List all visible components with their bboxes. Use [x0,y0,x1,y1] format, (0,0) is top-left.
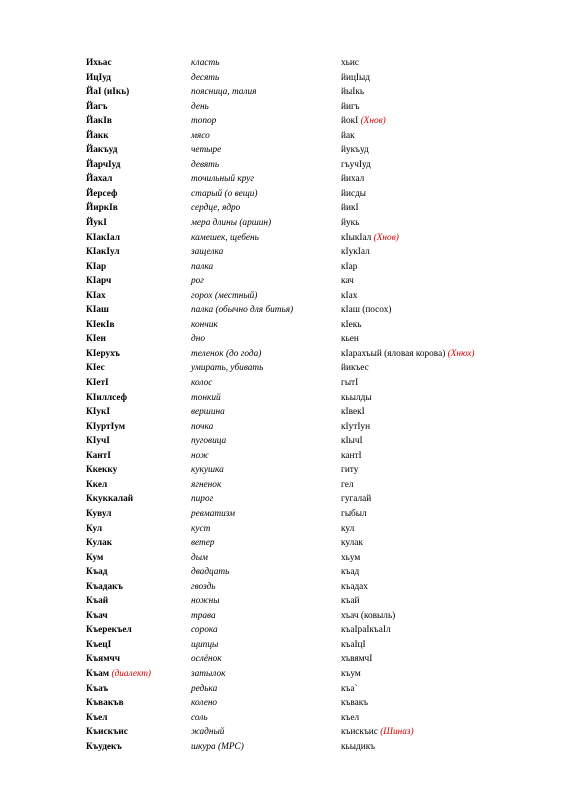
word-cell [86,492,133,507]
meaning-cell: дно [191,334,205,345]
word-text: Йагъ [86,101,108,112]
word-row [0,652,566,667]
word-row [0,580,566,595]
variant-note: (Хнюх) [447,348,475,359]
word-cell [86,231,120,246]
variant-text: кул [341,523,355,534]
variant-cell [341,507,367,522]
word-text: Къямчч [86,654,121,665]
variant-text: хьис [341,58,359,68]
variant-note: (Хнов) [373,232,399,243]
word-text: Ккуккалай [86,494,134,505]
variant-text: кIвекI [341,407,365,418]
variant-cell [341,318,362,333]
word-cell [86,129,109,144]
variant-text: кIах [341,290,358,301]
variant-text: кIаш [341,305,360,316]
word-text: КъецI [86,639,112,650]
word-note: (диалект) [111,668,152,679]
word-text: Йакк [86,130,109,141]
variant-text: гиту [341,465,359,476]
word-cell [86,623,132,638]
variant-cell [341,56,359,71]
word-text: КIакIул [86,247,120,258]
variant-cell [341,682,358,697]
word-text: Йахал [86,174,113,185]
variant-text: кач [341,276,354,287]
word-row [0,71,566,86]
variant-cell [341,143,369,158]
word-text: КIиллсеф [86,392,128,403]
word-row [0,100,566,115]
word-cell [86,318,114,333]
variant-text: кIычI [341,436,363,447]
word-row [0,391,566,406]
word-text: Кувул [86,508,112,519]
meaning-cell: нож [191,450,209,461]
meaning-cell: палка [191,261,214,272]
word-row [0,376,566,391]
variant-text: къискъис [341,727,378,738]
variant-text: йикI [341,203,359,214]
word-row [0,274,566,289]
word-text: КIен [86,334,106,345]
variant-text: кIекь [341,319,362,330]
variant-cell [341,303,391,318]
meaning-cell: ветер [191,538,215,549]
word-row [0,129,566,144]
variant-cell [341,652,372,667]
word-row [0,492,566,507]
word-text: КIекIв [86,319,115,330]
word-row [0,56,566,71]
variant-note: (Хнов) [360,116,386,127]
word-text: КIаш [86,305,109,316]
word-text: КIес [86,363,105,374]
word-cell [86,216,107,231]
meaning-cell: жадный [191,727,225,738]
word-row [0,711,566,726]
meaning-cell: старый (о вещи) [191,188,258,199]
word-row [0,434,566,449]
variant-cell [341,565,359,580]
word-row [0,231,566,246]
word-cell [86,332,106,347]
word-row [0,507,566,522]
variant-cell [341,711,359,726]
word-cell [86,652,120,667]
meaning-cell: сорока [191,625,218,636]
variant-text: йисды [341,188,367,199]
variant-text: къел [341,712,360,723]
word-text: Къудекъ [86,741,122,752]
variant-text: кьылды [341,392,372,403]
word-row [0,449,566,464]
word-row [0,187,566,202]
word-cell [86,303,109,318]
meaning-cell: четыре [191,145,222,156]
meaning-cell: сердце, ядро [191,203,241,214]
word-cell [86,187,117,202]
word-cell [86,114,112,129]
variant-note: (ковыль) [360,610,396,621]
meaning-cell: куст [191,523,211,534]
word-text: Йакъуд [86,145,118,156]
variant-cell [341,478,353,493]
word-row [0,740,566,755]
variant-text: гел [341,479,354,490]
variant-note: (посох) [362,305,392,316]
word-cell [86,449,111,464]
word-row [0,609,566,624]
word-row [0,565,566,580]
word-row [0,201,566,216]
word-text: Къаъ [86,683,109,694]
variant-text: къай [341,596,360,607]
variant-cell [341,216,359,231]
meaning-cell: вершина [191,407,225,418]
word-row [0,551,566,566]
variant-cell [341,391,372,406]
word-cell [86,725,128,740]
word-cell [86,696,124,711]
word-text: Кум [86,552,104,563]
word-cell [86,580,123,595]
word-text: Къай [86,596,109,607]
word-cell [86,405,110,420]
word-text: КIучI [86,436,110,447]
word-row [0,303,566,318]
word-row [0,332,566,347]
word-cell [86,478,107,493]
word-text: Къерекъел [86,625,132,636]
variant-text: хъвямчI [341,654,373,665]
meaning-cell: колос [191,378,213,389]
variant-text: кьен [341,334,359,345]
variant-cell [341,405,365,420]
word-cell [86,391,127,406]
variant-cell [341,274,354,289]
variant-text: кIыкIал [341,232,372,243]
word-cell [86,420,125,435]
meaning-cell: мясо [191,130,210,141]
meaning-cell: рог [191,276,204,287]
meaning-cell: ревматизм [191,508,236,519]
word-text: КантI [86,450,111,461]
variant-text: кулак [341,538,363,549]
word-row [0,245,566,260]
variant-cell [341,289,357,304]
word-row [0,216,566,231]
word-text: Ккекку [86,465,118,476]
word-row [0,347,566,362]
variant-text: кIутIун [341,421,371,432]
word-text: КIукI [86,407,110,418]
word-cell [86,740,122,755]
word-cell [86,289,106,304]
word-row [0,696,566,711]
variant-cell [341,85,364,100]
word-cell [86,347,120,362]
word-row [0,318,566,333]
word-cell [86,609,108,624]
variant-text: кантI [341,450,362,461]
meaning-cell: почка [191,421,214,432]
variant-text: йихал [341,174,365,185]
meaning-cell: соль [191,712,208,723]
word-text: КIетI [86,378,109,389]
meaning-cell: горох (местный) [191,290,258,301]
meaning-cell: девять [191,159,220,170]
meaning-cell: редька [191,683,218,694]
variant-cell [341,522,354,537]
variant-cell [341,114,386,129]
word-list [0,56,566,754]
variant-cell [341,172,364,187]
word-cell [86,56,112,71]
variant-text: къа` [341,683,358,694]
word-text: Къел [86,712,108,723]
word-row [0,667,566,682]
meaning-cell: колено [191,698,218,709]
word-text: КIар [86,261,107,272]
variant-text: къад [341,567,360,578]
word-cell [86,274,111,289]
word-text: Къам [86,668,110,679]
word-cell [86,71,111,86]
variant-cell [341,158,371,173]
word-row [0,420,566,435]
word-row [0,361,566,376]
variant-text: йукь [341,218,360,229]
variant-cell [341,201,359,216]
meaning-cell: щипцы [191,639,219,650]
meaning-cell: гвоздь [191,581,216,592]
variant-cell [341,740,375,755]
word-text: Къадакъ [86,581,123,592]
variant-cell [341,187,366,202]
word-cell [86,245,120,260]
word-cell [86,361,105,376]
variant-cell [341,231,399,246]
meaning-cell: двадцать [191,567,230,578]
word-cell [86,158,120,173]
word-cell [86,682,108,697]
variant-cell [341,100,360,115]
word-row [0,85,566,100]
variant-cell [341,551,360,566]
word-row [0,172,566,187]
variant-cell [341,609,395,624]
word-row [0,536,566,551]
variant-text: йукъуд [341,145,369,156]
variant-text: гыбыл [341,508,367,519]
meaning-cell: палка (обычно для битья) [191,305,294,316]
variant-text: къаIцI [341,639,366,650]
word-row [0,463,566,478]
meaning-cell: умирать, убивать [191,363,264,374]
meaning-cell: день [191,101,209,112]
meaning-cell: шкура (МРС) [191,741,244,752]
variant-cell [341,376,358,391]
meaning-cell: кончик [191,319,218,330]
variant-text: кьыдикъ [341,741,376,752]
word-row [0,143,566,158]
word-row [0,405,566,420]
word-row [0,522,566,537]
variant-cell [341,71,370,86]
meaning-cell: точильный круг [191,174,254,185]
word-text: ЙарчIуд [86,159,121,170]
word-cell [86,100,108,115]
word-row [0,638,566,653]
word-cell [86,172,112,187]
meaning-cell: пуговица [191,436,227,447]
word-row [0,623,566,638]
word-cell [86,711,108,726]
word-cell [86,551,103,566]
word-text: ЙукI [86,218,107,229]
word-text: КIуртIум [86,421,126,432]
variant-text: йицIыд [341,72,370,83]
variant-text: кIукIал [341,247,370,258]
word-row [0,725,566,740]
variant-text: къум [341,668,361,679]
meaning-cell: защелка [191,247,224,258]
meaning-cell: ножны [191,596,220,607]
variant-text: хъач [341,610,359,621]
variant-cell [341,347,474,362]
word-cell [86,507,112,522]
variant-text: кIарахъый (яловая корова) [341,348,446,359]
word-text: КIерухъ [86,348,120,359]
variant-text: гытI [341,378,359,389]
word-text: Ихьас [86,58,112,68]
meaning-cell: затылок [191,668,226,679]
variant-cell [341,332,359,347]
variant-cell [341,361,369,376]
word-text: ЙaI (иIкь) [86,87,130,98]
variant-text: къвакъ [341,698,369,709]
meaning-cell: ягненок [191,479,222,490]
meaning-cell: поясница, талия [191,87,257,98]
meaning-cell: теленок (до года) [191,348,262,359]
word-text: ЙакIв [86,116,112,127]
variant-text: хьум [341,552,361,563]
word-text: Къискъис [86,727,128,738]
variant-text: къаIраIкъаIл [341,625,391,636]
word-row [0,114,566,129]
variant-cell [341,245,370,260]
word-cell [86,463,117,478]
word-cell [86,667,151,682]
word-cell [86,594,108,609]
word-text: Ккел [86,479,108,490]
word-text: Къвакъв [86,698,124,709]
meaning-cell: трава [191,610,216,621]
word-cell [86,85,129,100]
variant-cell [341,434,363,449]
variant-text: гугалай [341,494,372,505]
variant-text: йикъес [341,363,369,374]
variant-text: йигъ [341,101,360,112]
word-cell [86,522,102,537]
variant-cell [341,536,363,551]
variant-cell [341,580,368,595]
word-cell [86,638,111,653]
word-row [0,289,566,304]
word-cell [86,376,109,391]
meaning-cell: пирог [191,494,214,505]
variant-cell [341,638,366,653]
meaning-cell: дым [191,552,208,563]
word-text: Къач [86,610,108,621]
meaning-cell: ослёнок [191,654,222,665]
meaning-cell: мера длины (аршин) [191,218,272,229]
variant-text: къадах [341,581,368,592]
variant-text: йыIкь [341,87,365,98]
word-text: Къад [86,567,108,578]
variant-cell [341,623,391,638]
variant-cell [341,420,370,435]
word-text: ИцIуд [86,72,111,83]
word-text: КIарч [86,276,112,287]
word-text: ЙиркIв [86,203,118,214]
variant-text: гъучIуд [341,159,371,170]
word-row [0,682,566,697]
word-row [0,260,566,275]
word-cell [86,565,108,580]
word-text: Кулак [86,538,113,549]
variant-cell [341,696,368,711]
variant-cell [341,594,359,609]
word-text: Кул [86,523,103,534]
variant-text: йак [341,130,355,141]
variant-cell [341,725,414,740]
variant-cell [341,260,357,275]
word-row [0,478,566,493]
meaning-cell: кукушка [191,465,224,476]
word-row [0,594,566,609]
meaning-cell: класть [191,58,220,68]
word-cell [86,536,112,551]
word-text: КIакIал [86,232,120,243]
word-text: КIах [86,290,106,301]
variant-cell [341,449,362,464]
variant-note: (Шиназ) [380,727,414,738]
variant-cell [341,492,371,507]
meaning-cell: камешек, щебень [191,232,259,243]
variant-text: кIар [341,261,358,272]
variant-cell [341,667,361,682]
meaning-cell: топор [191,116,217,127]
word-cell [86,434,110,449]
variant-cell [341,129,355,144]
word-cell [86,143,117,158]
word-text: Йерсеф [86,188,118,199]
variant-cell [341,463,358,478]
meaning-cell: тонкий [191,392,221,403]
word-cell [86,201,118,216]
variant-text: йокI [341,116,359,127]
word-cell [86,260,106,275]
word-row [0,158,566,173]
meaning-cell: десять [191,72,220,83]
